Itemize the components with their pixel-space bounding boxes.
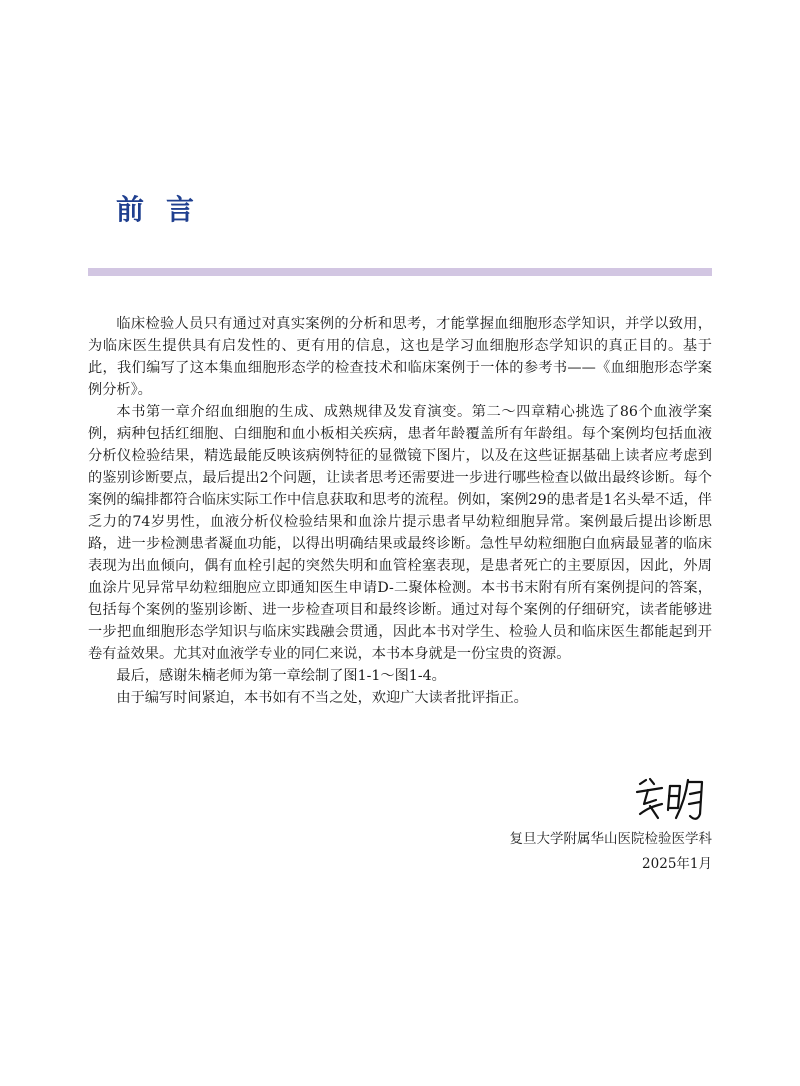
handwritten-signature xyxy=(632,774,712,826)
paragraph: 临床检验人员只有通过对真实案例的分析和思考，才能掌握血细胞形态学知识，并学以致用，为临床医生提供具有启发性的、更有用的信息，这也是学习血细胞形态学知识的真正目的。基于此，我们编写了这本集血细胞形态学的检查技术和临床案例于一体的参考书——《血细胞形态学案例分析》。 xyxy=(88,316,712,398)
title-divider xyxy=(88,268,712,276)
paragraph: 由于编写时间紧迫，本书如有不当之处，欢迎广大读者批评指正。 xyxy=(116,690,528,706)
signature-area xyxy=(560,770,712,830)
author-affiliation: 复旦大学附属华山医院检验医学科 xyxy=(509,831,712,847)
preface-date: 2025年1月 xyxy=(642,856,712,872)
page-title: 前言 xyxy=(116,193,217,226)
paragraph: 本书第一章介绍血细胞的生成、成熟规律及发育演变。第二～四章精心挑选了86个血液学案例，病种包括红细胞、白细胞和血小板相关疾病，患者年龄覆盖所有年龄组。每个案例均包括血液分析仪检验结果，精选最能反映该病例特征的显微镜下图片，以及在这些证据基础上读者应考虑到的鉴别诊断要点，最后提出2个问题，让读者思考还需要进一步进行哪些检查以做出最终诊断。每个案例的编排都符合临床实际工作中信息获取和思考的流程。例如，案例29的患者是1名头晕不适，伴乏力的74岁男性，血液分析仪检验结果和血涂片提示患者早幼粒细胞异常。案例最后提出诊断思路，进一步检测患者凝血功能，以得出明确结果或最终诊断。急性早幼粒细胞白血病最显著的临床表现为出血倾向，偶有血栓引起的突然失明和血管栓塞表现，是患者死亡的主要原因，因此，外周血涂片见异常早幼粒细胞应立即通知医生申请D-二聚体检测。本书书末附有所有案例提问的答案，包括每个案例的鉴别诊断、进一步检查项目和最终诊断。通过对每个案例的仔细研究，读者能够进一步把血细胞形态学知识与临床实践融会贯通，因此本书对学生、检验人员和临床医生都能起到开卷有益效果。尤其对血液学专业的同仁来说，本书本身就是一份宝贵的资源。 xyxy=(88,404,712,662)
preface-body xyxy=(88,313,712,709)
paragraph: 最后，感谢朱楠老师为第一章绘制了图1-1～图1-4。 xyxy=(116,668,446,684)
